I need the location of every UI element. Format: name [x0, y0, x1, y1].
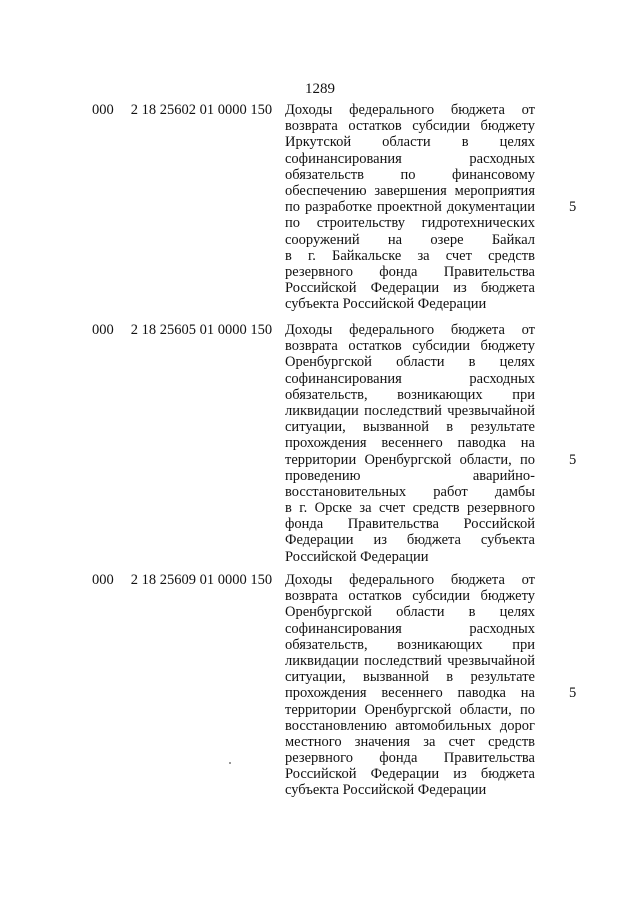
description-line: возврата остатков субсидии бюджету: [285, 118, 535, 135]
description-line: территории Оренбургской области, по: [285, 451, 535, 468]
description-line: обязательств по финансовому: [285, 166, 535, 183]
description-line: Федерации из бюджета субъекта: [285, 532, 535, 549]
description-line: ситуации, вызванной в результате: [285, 419, 535, 436]
classification-code: [92, 322, 272, 338]
description-line: субъекта Российской Федерации: [285, 296, 487, 313]
description-line: ликвидации последствий чрезвычайной: [285, 402, 535, 419]
description-line: восстановительных работ дамбы: [285, 483, 535, 500]
description-line: обязательств, возникающих при: [285, 386, 535, 403]
description-line: по строительству гидротехнических: [285, 215, 535, 232]
description-line: софинансирования расходных: [285, 150, 535, 167]
description-line: территории Оренбургской области, по: [285, 701, 535, 718]
description-line: Оренбургской области в целях: [285, 604, 535, 621]
budget-code: 2 18 25602 01 0000 150: [130, 102, 273, 118]
admin-code: 000: [92, 102, 114, 118]
description-line: Доходы федерального бюджета от: [285, 322, 535, 338]
description-line: в г. Байкальске за счет средств: [285, 247, 535, 264]
description-line: резервного фонда Правительства: [285, 263, 535, 280]
description-line: Иркутской области в целях: [285, 134, 535, 151]
amount-value: 5: [569, 451, 577, 468]
description-line: Российской Федерации из бюджета: [285, 766, 535, 783]
description-line: сооружений на озере Байкал: [285, 231, 535, 248]
description-line: субъекта Российской Федерации: [285, 782, 487, 799]
admin-code: 000: [92, 322, 114, 338]
income-description: [285, 572, 535, 799]
description-line: Российской Федерации: [285, 548, 429, 565]
description-line: обязательств, возникающих при: [285, 636, 535, 653]
classification-code: [92, 572, 272, 588]
description-line: прохождения весеннего паводка на: [285, 435, 535, 452]
description-line: восстановлению автомобильных дорог: [285, 717, 535, 734]
description-line: ликвидации последствий чрезвычайной: [285, 652, 535, 669]
description-line: софинансирования расходных: [285, 370, 535, 387]
description-line: местного значения за счет средств: [285, 733, 535, 750]
description-line: возврата остатков субсидии бюджету: [285, 338, 535, 355]
amount-value: 5: [569, 685, 577, 702]
description-line: обеспечению завершения мероприятия: [285, 182, 535, 199]
page-number: 1289: [305, 81, 335, 97]
description-line: Оренбургской области в целях: [285, 354, 535, 371]
description-line: проведению аварийно-: [285, 467, 535, 484]
description-line: Российской Федерации из бюджета: [285, 280, 535, 297]
description-line: Доходы федерального бюджета от: [285, 572, 535, 588]
admin-code: 000: [92, 572, 114, 588]
description-line: софинансирования расходных: [285, 620, 535, 637]
description-line: прохождения весеннего паводка на: [285, 685, 535, 702]
description-line: Доходы федерального бюджета от: [285, 102, 535, 118]
description-line: резервного фонда Правительства: [285, 750, 535, 767]
income-description: [285, 322, 535, 565]
classification-code: [92, 102, 272, 118]
budget-code: 2 18 25609 01 0000 150: [130, 572, 273, 588]
scan-speck: [229, 762, 231, 764]
income-description: [285, 102, 535, 312]
description-line: фонда Правительства Российской: [285, 516, 535, 533]
description-line: ситуации, вызванной в результате: [285, 669, 535, 686]
amount-value: 5: [569, 199, 577, 216]
budget-code: 2 18 25605 01 0000 150: [130, 322, 273, 338]
description-line: по разработке проектной документации: [285, 199, 535, 216]
description-line: возврата остатков субсидии бюджету: [285, 588, 535, 605]
description-line: в г. Орске за счет средств резервного: [285, 500, 535, 517]
